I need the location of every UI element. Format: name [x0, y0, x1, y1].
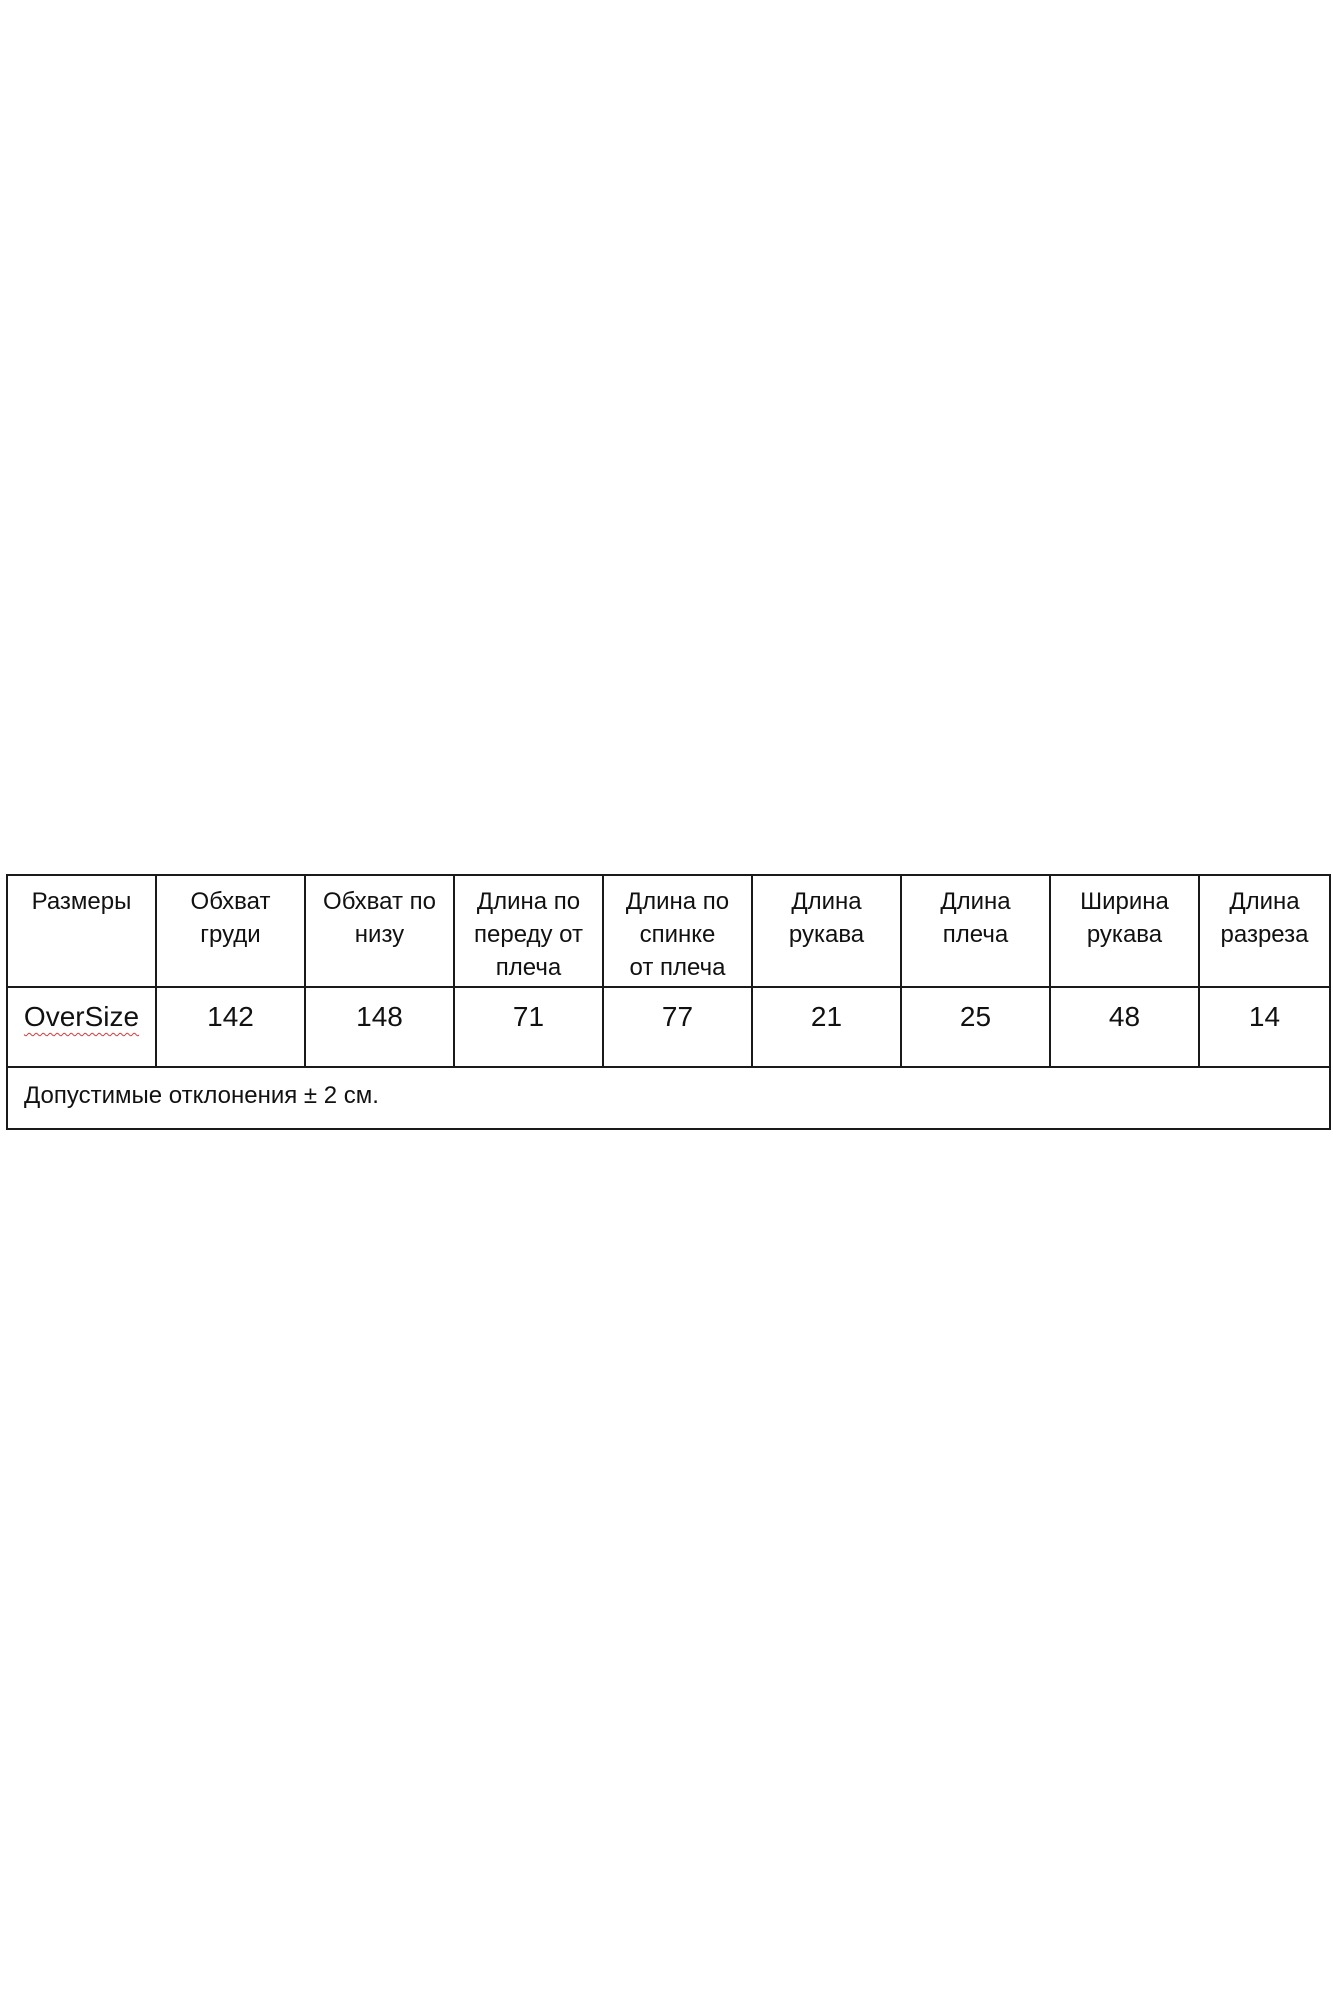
value-cell-shoulder-length: 25 [901, 987, 1050, 1067]
header-cell-slit-length: Длина разреза [1199, 875, 1330, 987]
value-cell-back-length: 77 [603, 987, 752, 1067]
header-cell-hem: Обхват по низу [305, 875, 454, 987]
header-cell-front-length: Длина по переду от плеча [454, 875, 603, 987]
table-note-row [7, 1067, 1330, 1129]
value-cell-hem: 148 [305, 987, 454, 1067]
size-chart-table [6, 874, 1331, 1130]
table-header-row [7, 875, 1330, 987]
value-cell-size: OverSize [7, 987, 156, 1067]
header-cell-sleeve-length: Длина рукава [752, 875, 901, 987]
value-cell-chest: 142 [156, 987, 305, 1067]
tolerance-note: Допустимые отклонения ± 2 см. [7, 1067, 1330, 1129]
value-cell-slit-length: 14 [1199, 987, 1330, 1067]
header-cell-shoulder-length: Длина плеча [901, 875, 1050, 987]
header-cell-chest: Обхват груди [156, 875, 305, 987]
header-cell-back-length: Длина по спинке от плеча [603, 875, 752, 987]
value-cell-front-length: 71 [454, 987, 603, 1067]
value-cell-sleeve-length: 21 [752, 987, 901, 1067]
header-cell-sleeve-width: Ширина рукава [1050, 875, 1199, 987]
header-cell-sizes: Размеры [7, 875, 156, 987]
table-row [7, 987, 1330, 1067]
value-cell-sleeve-width: 48 [1050, 987, 1199, 1067]
